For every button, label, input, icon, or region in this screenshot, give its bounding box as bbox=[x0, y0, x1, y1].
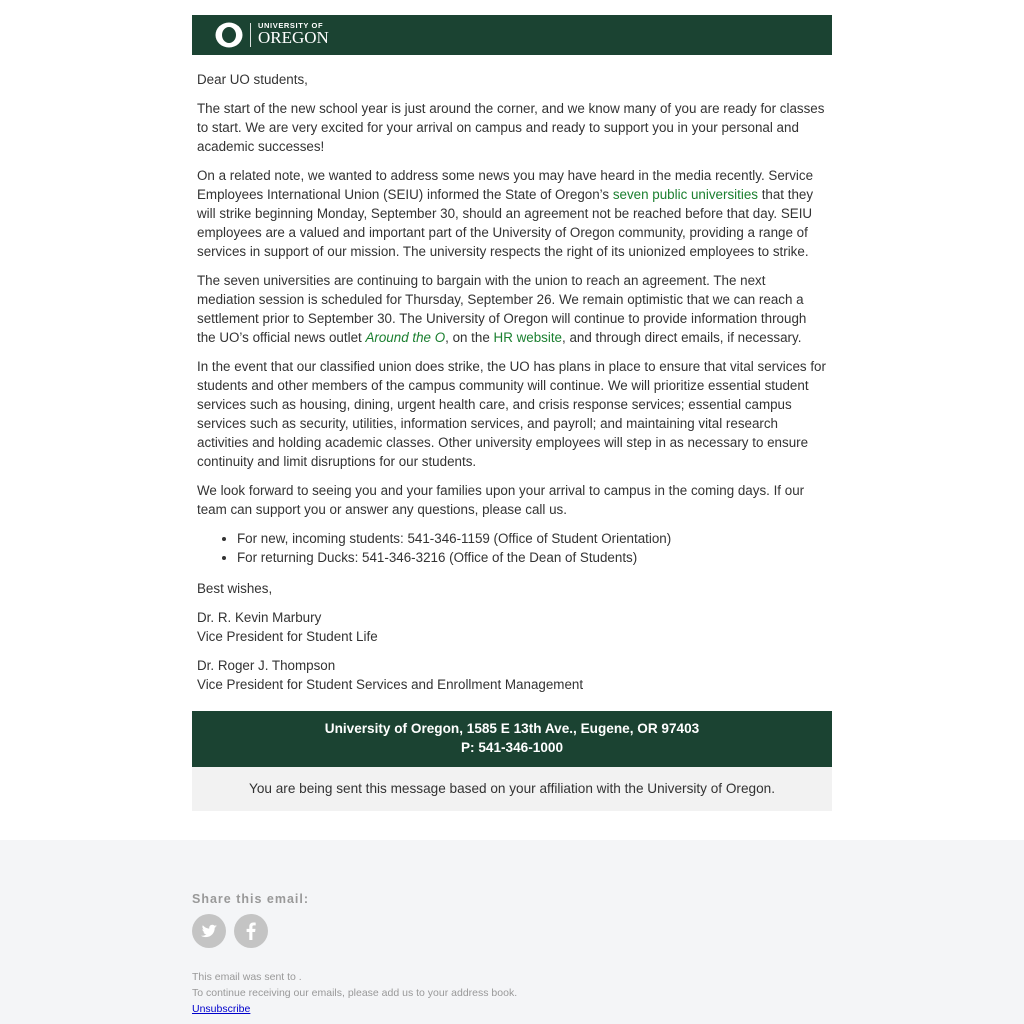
email-container bbox=[192, 15, 832, 811]
logo-oregon: OREGON bbox=[258, 28, 329, 47]
facebook-share-button[interactable] bbox=[234, 914, 268, 948]
paragraph-seiu-text-b: that they will strike beginning Monday, September 30, should an agreement not be reached before that day. SEIU employees are a valued and important part of the University of Oregon community, providing a range of services in support of our mission. The university respects the right of its unionized employees to strike. bbox=[197, 187, 814, 259]
letter-body bbox=[192, 55, 832, 694]
greeting: Dear UO students, bbox=[197, 72, 308, 87]
paragraph-seiu-text-a: On a related note, we wanted to address some news you may have heard in the media recently. Service Employees International Union (SEIU) informed the State of Oregon’s bbox=[197, 168, 814, 202]
share-inner bbox=[192, 892, 832, 1017]
paragraph-bargaining bbox=[197, 271, 827, 347]
contact-list bbox=[197, 529, 827, 567]
paragraph-strike-plans: In the event that our classified union does strike, the UO has plans in place to ensure that vital services for students and other members of the campus community will continue. We will prioritize essential student services such as housing, dining, urgent health care, and crisis response services; essential campus services such as security, utilities, information services, and payroll; and maintaining vital research activities and holding academic classes. Other university employees will step in as necessary to ensure continuity and limit disruptions for our students. bbox=[197, 359, 826, 469]
list-item: • For new, incoming students: 541-346-1159 (Office of Student Orientation) bbox=[237, 529, 827, 548]
facebook-icon bbox=[234, 914, 268, 948]
paragraph-bargaining-text-b: , on the bbox=[445, 330, 494, 345]
email-header bbox=[192, 15, 832, 55]
signer-name: Dr. R. Kevin Marbury bbox=[197, 610, 322, 625]
address-footer bbox=[192, 711, 832, 767]
share-section bbox=[0, 840, 1024, 1024]
unsubscribe-link[interactable]: Unsubscribe bbox=[192, 1003, 251, 1015]
list-item: • For returning Ducks: 541-346-3216 (Office of the Dean of Students) bbox=[237, 548, 827, 567]
address-book-text: To continue receiving our emails, please add us to your address book. bbox=[192, 987, 518, 999]
paragraph-intro: The start of the new school year is just around the corner, and we know many of you are ready for classes to start. We are very excited for your arrival on campus and ready to support you in your personal and academic successes! bbox=[197, 101, 825, 154]
signer-title: Vice President for Student Life bbox=[197, 629, 378, 644]
footer-address: University of Oregon, 1585 E 13th Ave., Eugene, OR 97403 bbox=[324, 721, 700, 736]
signature-1 bbox=[197, 608, 827, 646]
logo-university-of: UNIVERSITY OF bbox=[258, 21, 324, 30]
social-buttons bbox=[192, 914, 832, 948]
twitter-icon bbox=[192, 914, 226, 948]
signature-2 bbox=[197, 656, 827, 694]
closing: Best wishes, bbox=[197, 581, 273, 596]
paragraph-bargaining-text-c: , and through direct emails, if necessary. bbox=[562, 330, 802, 345]
fine-print bbox=[192, 969, 832, 1017]
signer-title: Vice President for Student Services and Enrollment Management bbox=[197, 677, 584, 692]
paragraph-bargaining-text-a: The seven universities are continuing to bargain with the union to reach an agreement. The next mediation session is scheduled for Thursday, September 26. We remain optimistic that we can reach a settlement prior to September 30. The University of Oregon will continue to provide information through the UO’s official news outlet bbox=[197, 273, 807, 345]
affiliation-notice: You are being sent this message based on your affiliation with the University of Oregon. bbox=[192, 767, 832, 811]
share-label: Share this email: bbox=[192, 892, 310, 906]
footer-phone: P: 541-346-1000 bbox=[460, 740, 564, 755]
logo-divider bbox=[250, 23, 251, 47]
signer-name: Dr. Roger J. Thompson bbox=[197, 658, 336, 673]
uo-logo-icon bbox=[214, 21, 244, 49]
paragraph-seiu bbox=[197, 166, 827, 261]
around-the-o-link[interactable]: Around the O bbox=[365, 330, 446, 345]
sent-to-text: This email was sent to . bbox=[192, 971, 302, 983]
twitter-share-button[interactable] bbox=[192, 914, 226, 948]
paragraph-look-forward: We look forward to seeing you and your families upon your arrival to campus in the coming days. If our team can support you or answer any questions, please call us. bbox=[197, 483, 805, 517]
hr-website-link[interactable]: HR website bbox=[493, 330, 562, 345]
seven-universities-link[interactable]: seven public universities bbox=[612, 187, 758, 202]
